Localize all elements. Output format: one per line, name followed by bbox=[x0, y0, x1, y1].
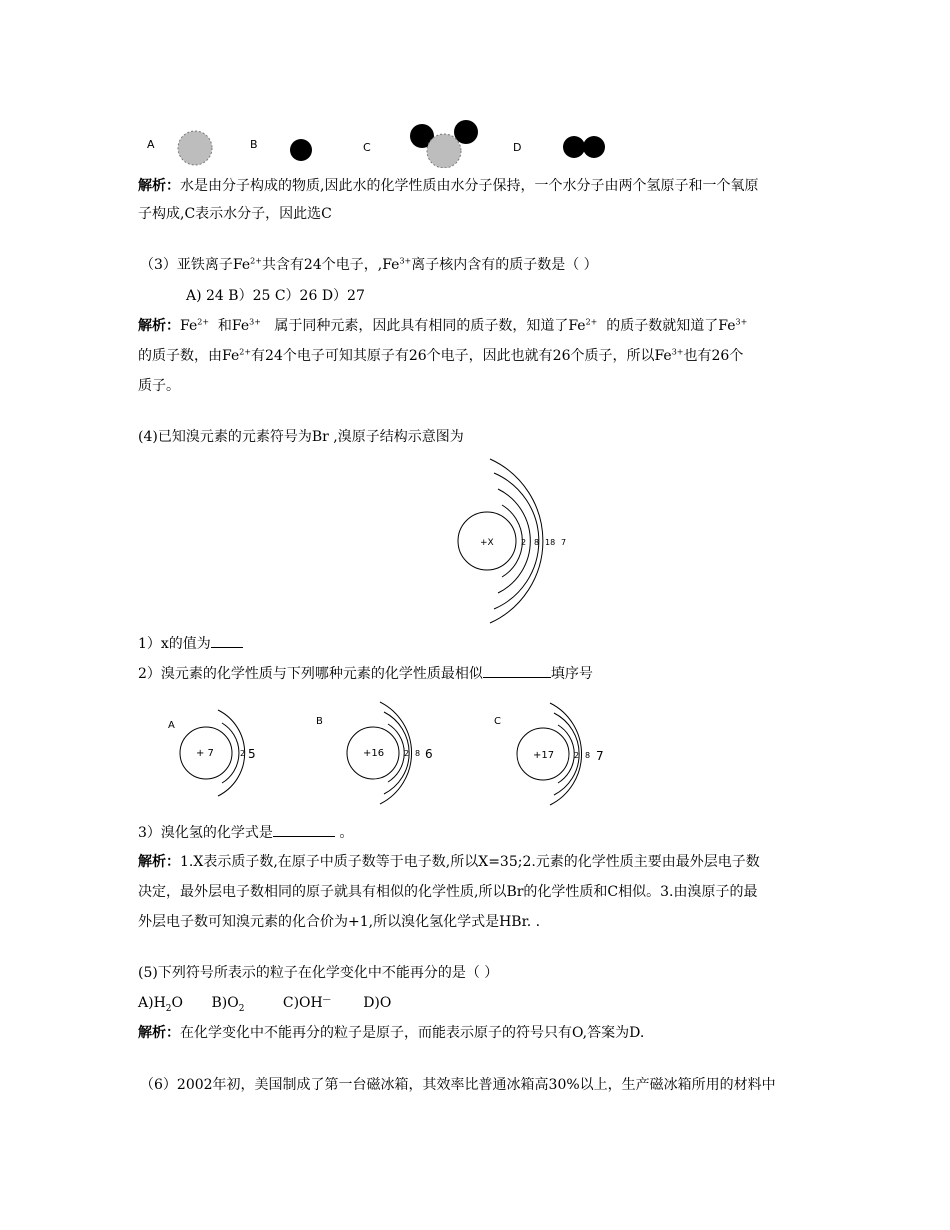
q4-sub2-blank[interactable] bbox=[483, 664, 551, 678]
q4-analysis-text3: 外层电子数可知溴元素的化合价为+1,所以溴化氢化学式是HBr. . bbox=[138, 914, 541, 930]
q5-opt-b-part1: B)O bbox=[211, 995, 239, 1011]
br-shell-2-count: 8 bbox=[534, 538, 540, 547]
q3-an-part7: 也有26个 bbox=[683, 348, 744, 364]
q3-analysis-line2 bbox=[138, 347, 743, 365]
q6-stem-text: （6）2002年初，美国制成了第一台磁冰箱，其效率比普通冰箱高30%以上，生产磁冰箱所用的材料中 bbox=[140, 1077, 776, 1093]
q3-an-part6: 有24个电子可知其原子有26个电子，因此也就有26个质子，所以Fe bbox=[251, 348, 672, 364]
q3-stem-part3: 离子核内含有的质子数是（ ） bbox=[411, 257, 598, 273]
q3-an-part4: 的质子数就知道了Fe bbox=[597, 318, 736, 334]
atom-a-letter: A bbox=[168, 720, 175, 731]
atom-a-shell-1 bbox=[222, 723, 239, 783]
q3-an-part2: 和Fe bbox=[209, 318, 250, 334]
q5-opt-b-sub: 2 bbox=[238, 1003, 245, 1014]
q5-opt-a-sub: 2 bbox=[165, 1003, 172, 1014]
q5-opt-d-text: D)O bbox=[363, 995, 392, 1011]
q5-opt-c-sup: — bbox=[322, 994, 331, 1004]
q3-an-sup2: 3+ bbox=[249, 317, 261, 327]
atom-c-shell-2-count: 8 bbox=[585, 751, 591, 760]
analysis-label: 解析： bbox=[138, 854, 180, 870]
option-a-gray-atom bbox=[178, 131, 212, 165]
q5-opt-a-part1: A)H bbox=[138, 995, 166, 1011]
atom-b-letter: B bbox=[316, 716, 323, 727]
option-a-letter: A bbox=[147, 138, 155, 151]
q4-sub3-text: 3）溴化氢的化学式是 bbox=[138, 825, 273, 841]
molecule-figure bbox=[138, 118, 638, 168]
q4-sub2-suffix: 填序号 bbox=[550, 666, 593, 682]
analysis-label: 解析： bbox=[138, 318, 180, 334]
option-b-letter: B bbox=[250, 138, 258, 151]
q5-options bbox=[138, 994, 391, 1012]
molecule-options bbox=[138, 118, 638, 168]
q3-stem-part2: 共含有24个电子，,Fe bbox=[261, 257, 400, 273]
q4-sub2 bbox=[138, 664, 593, 683]
q3-an-sup4: 3+ bbox=[735, 317, 748, 327]
option-c-letter: C bbox=[363, 141, 371, 154]
q5-stem-text: (5)下列符号所表示的粒子在化学变化中不能再分的是（ ） bbox=[138, 965, 499, 981]
option-d-letter: D bbox=[513, 141, 522, 154]
q4-sub1-text: 1）x的值为 bbox=[138, 636, 211, 652]
q3-an-sup3: 2+ bbox=[585, 317, 598, 327]
q5-analysis-text: 在化学变化中不能再分的粒子是原子，而能表示原子的符号只有O,答案为D. bbox=[180, 1025, 645, 1041]
q4-sub1 bbox=[138, 634, 243, 653]
q5-opt-a-part2: O bbox=[171, 995, 183, 1011]
atom-options-figure bbox=[160, 700, 630, 810]
q5-stem bbox=[138, 964, 498, 982]
atom-options-svg bbox=[160, 700, 630, 810]
atom-a-shell-1-count: 2 bbox=[240, 749, 246, 758]
atom-c-letter: C bbox=[494, 716, 501, 727]
atom-c-shell-3-count: 7 bbox=[596, 749, 604, 763]
option-c-gray-atom bbox=[427, 134, 461, 168]
q2-analysis-line2 bbox=[138, 205, 332, 223]
q4-sub1-blank[interactable] bbox=[211, 634, 243, 648]
q4-analysis-text1: 1.X表示质子数,在原子中质子数等于电子数,所以X=35;2.元素的化学性质主要由最外层电子数 bbox=[180, 854, 760, 870]
q4-sub3-blank[interactable] bbox=[273, 823, 335, 837]
q4-sub3 bbox=[138, 823, 353, 842]
option-d-black-atom-right bbox=[583, 136, 605, 158]
analysis-label: 解析： bbox=[138, 178, 180, 194]
atom-c-nucleus-label: +17 bbox=[533, 750, 555, 761]
br-shell-1-count: 2 bbox=[521, 538, 527, 547]
q4-sub2-text: 2）溴元素的化学性质与下列哪种元素的化学性质最相似 bbox=[138, 666, 483, 682]
q2-analysis-text2: 子构成,C表示水分子，因此选C bbox=[138, 206, 332, 222]
atom-b-shell-3-count: 6 bbox=[425, 747, 433, 761]
q3-stem-sup2: 3+ bbox=[399, 256, 412, 266]
atom-c-shell-1-count: 2 bbox=[574, 751, 580, 760]
bromine-atom-svg bbox=[450, 455, 610, 630]
q3-analysis-line3 bbox=[138, 377, 180, 395]
q3-an-part3: 属于同种元素，因此具有相同的质子数，知道了Fe bbox=[260, 318, 586, 334]
q4-analysis-text2: 决定，最外层电子数相同的原子就具有相似的化学性质,所以Br的化学性质和C相似。3.由溴原子的最 bbox=[138, 884, 758, 900]
atom-b-shell-1-count: 2 bbox=[404, 749, 410, 758]
q3-an-sup5: 2+ bbox=[239, 347, 252, 357]
q3-options bbox=[186, 287, 365, 305]
q5-analysis bbox=[138, 1024, 644, 1042]
br-shell-1 bbox=[502, 505, 522, 577]
br-shell-4-count: 7 bbox=[561, 538, 567, 547]
atom-b-shell-1 bbox=[388, 724, 404, 782]
q3-options-text: A) 24 B）25 C）26 D）27 bbox=[186, 288, 365, 304]
q3-stem bbox=[140, 256, 598, 274]
q4-stem bbox=[138, 428, 464, 446]
br-nucleus-label: +X bbox=[480, 538, 494, 548]
atom-b-nucleus-label: +16 bbox=[363, 748, 385, 759]
q4-analysis-line3 bbox=[138, 913, 540, 931]
q3-an-part1: Fe bbox=[180, 318, 198, 334]
q2-analysis-text1: 水是由分子构成的物质,因此水的化学性质由水分子保持，一个水分子由两个氢原子和一个氧原 bbox=[180, 178, 759, 194]
q3-an-sup1: 2+ bbox=[197, 317, 210, 327]
analysis-label: 解析： bbox=[138, 1025, 180, 1041]
option-c-black-atom-right bbox=[454, 120, 478, 144]
atom-c-shell-1 bbox=[558, 725, 574, 783]
br-shell-3-count: 18 bbox=[545, 538, 556, 547]
bromine-atom-diagram bbox=[450, 455, 610, 630]
q3-stem-sup1: 2+ bbox=[250, 256, 262, 266]
atom-a-shell-2-count: 5 bbox=[248, 747, 256, 761]
q5-option-c bbox=[283, 995, 331, 1011]
q3-analysis-line1 bbox=[138, 317, 747, 335]
q4-analysis-line2 bbox=[138, 883, 758, 901]
q5-opt-c-part1: C)OH bbox=[282, 995, 323, 1011]
q3-stem-part1: （3）亚铁离子Fe bbox=[140, 257, 251, 273]
q4-stem-text: (4)已知溴元素的元素符号为Br ,溴原子结构示意图为 bbox=[138, 429, 464, 445]
q3-an-part5: 的质子数，由Fe bbox=[138, 348, 240, 364]
q6-stem bbox=[140, 1076, 776, 1094]
option-b-black-atom bbox=[290, 139, 312, 161]
atom-b-shell-2-count: 8 bbox=[415, 749, 421, 758]
q2-analysis-line1 bbox=[138, 177, 758, 195]
q3-an-sup6: 3+ bbox=[671, 347, 684, 357]
q5-option-b bbox=[211, 995, 245, 1014]
q3-an-part8: 质子。 bbox=[138, 378, 180, 394]
q4-sub3-suffix: 。 bbox=[334, 825, 354, 841]
q5-option-a bbox=[138, 995, 183, 1014]
q4-analysis-line1 bbox=[138, 853, 760, 871]
option-d-black-atom-left bbox=[563, 136, 585, 158]
atom-a-nucleus-label: + 7 bbox=[196, 748, 214, 759]
q5-option-d bbox=[363, 995, 391, 1011]
